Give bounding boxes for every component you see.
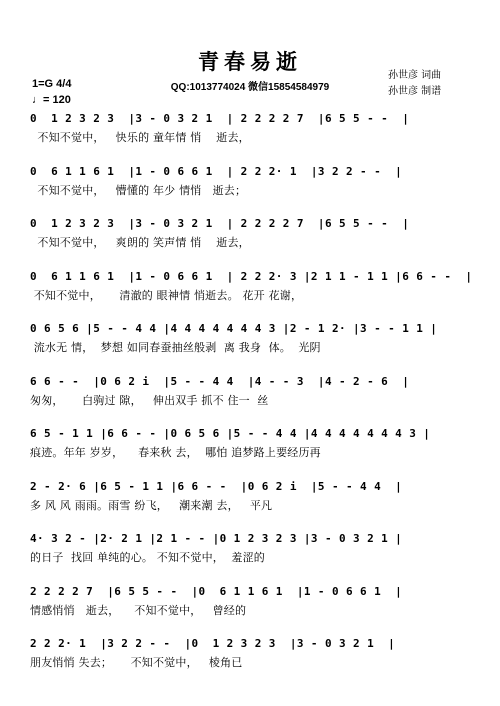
score-line xyxy=(30,532,470,565)
notation-row: 2 - 2· 6 |6 5 - 1 1 |6 6 - - |0 6 2 i |5 - - 4 4 | xyxy=(30,479,403,493)
contact-info: QQ:1013774024 微信15854584979 xyxy=(170,82,330,93)
lyric-row: 朋友悄悄 失去； 不知不觉中， 棱角已 xyxy=(30,656,243,669)
song-title: 青春易逝 xyxy=(198,49,302,74)
score-line xyxy=(30,217,470,250)
score-line xyxy=(30,427,470,460)
notation-row: 0 1 2 3 2 3 |3 - 0 3 2 1 | 2 2 2 2 7 |6 5 5 - - | xyxy=(30,217,410,230)
lyric-row: 情感悄悄 逝去， 不知不觉中， 曾经的 xyxy=(30,603,247,617)
notation-row: 0 6 1 1 6 1 |1 - 0 6 6 1 | 2 2 2· 3 |2 1 1 - 1 1 |6 6 - - | xyxy=(30,269,473,283)
score-line xyxy=(30,322,470,355)
lyric-row: 不知不觉中， 懵懂的 年少 情悄 逝去； xyxy=(30,183,247,197)
notation-row: 2 2 2 2 7 |6 5 5 - - |0 6 1 1 6 1 |1 - 0 6 6 1 | xyxy=(30,584,403,598)
lyric-row: 的日子 找回 单纯的心。 不知不觉中， 羞涩的 xyxy=(30,551,265,564)
score-line xyxy=(30,375,470,408)
lyric-row: 匆匆， 白驹过 隙， 伸出双手 抓不 住一 丝 xyxy=(30,393,269,407)
score-line xyxy=(30,585,470,618)
notation-row: 2 2 2· 1 |3 2 2 - - |0 1 2 3 2 3 |3 - 0 3 2 1 | xyxy=(30,637,396,650)
notation-row: 0 1 2 3 2 3 |3 - 0 3 2 1 | 2 2 2 2 7 |6 5 5 - - | xyxy=(30,112,410,125)
notation-row: 0 6 5 6 |5 - - 4 4 |4 4 4 4 4 4 4 3 |2 - 1 2· |3 - - 1 1 | xyxy=(30,322,438,335)
arranger-credit: 孙世彦 制谱 xyxy=(388,86,442,97)
lyricist-composer-credit: 孙世彦 词曲 xyxy=(388,70,442,81)
tempo-marking: ♩= 120 xyxy=(32,94,71,106)
notation-row: 6 6 - - |0 6 2 i |5 - - 4 4 |4 - - 3 |4 - 2 - 6 | xyxy=(30,374,410,388)
key-signature: 1=G 4/4 xyxy=(32,78,72,90)
lyric-row: 流水无 情， 梦想 如同春蚕抽丝般剥 离 我身 体。 光阴 xyxy=(30,341,321,354)
notation-row: 4· 3 2 - |2· 2 1 |2 1 - - |0 1 2 3 2 3 |3 - 0 3 2 1 | xyxy=(30,532,403,545)
score-line xyxy=(30,165,470,198)
lyric-row: 不知不觉中， 清澈的 眼神情 悄逝去。 花开 花谢， xyxy=(30,288,303,302)
score-line xyxy=(30,269,473,303)
lyric-row: 多 风 风 雨雨。雨雪 纷飞， 潮来潮 去， 平凡 xyxy=(30,498,273,512)
lyric-row: 不知不觉中， 爽朗的 笑声情 悄 逝去， xyxy=(30,236,250,249)
score-line xyxy=(30,637,470,670)
score-line xyxy=(30,480,470,513)
score-line xyxy=(30,112,470,145)
notation-row: 0 6 1 1 6 1 |1 - 0 6 6 1 | 2 2 2· 1 |3 2 2 - - | xyxy=(30,164,403,178)
lyric-row: 痕迹。年年 岁岁， 春来秋 去， 哪怕 追梦路上要经历再 xyxy=(30,446,321,459)
lyric-row: 不知不觉中， 快乐的 童年情 悄 逝去， xyxy=(30,131,250,144)
notation-row: 6 5 - 1 1 |6 6 - - |0 6 5 6 |5 - - 4 4 |4 4 4 4 4 4 4 3 | xyxy=(30,427,431,440)
